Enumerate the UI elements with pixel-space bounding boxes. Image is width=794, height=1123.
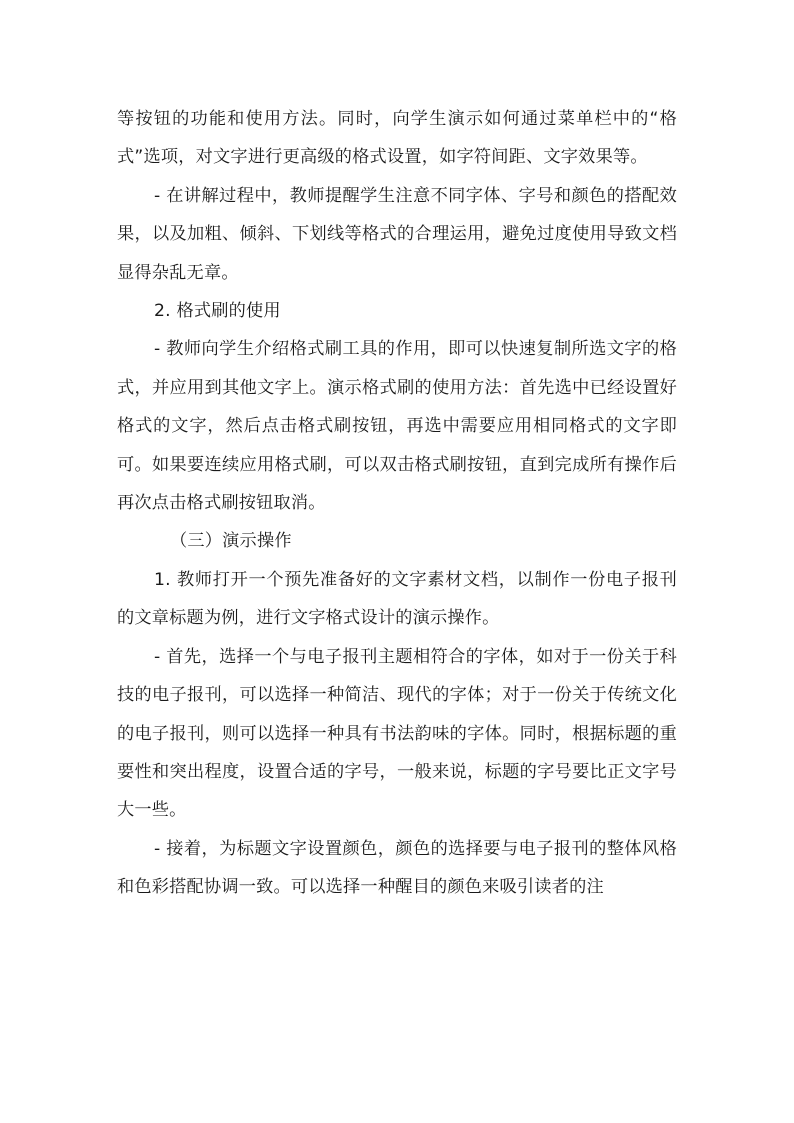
paragraph-bullet-formatting-tips: - 在讲解过程中，教师提醒学生注意不同字体、字号和颜色的搭配效果，以及加粗、倾斜、下划线等格式的合理运用，避免过度使用导致文档显得杂乱无章。 bbox=[117, 185, 677, 283]
paragraph-continuation: 等按钮的功能和使用方法。同时，向学生演示如何通过菜单栏中的“格式”选项，对文字进行更高级的格式设置，如字符间距、文字效果等。 bbox=[117, 109, 677, 168]
document-body bbox=[117, 100, 677, 907]
paragraph-numbered-demo-intro: 1. 教师打开一个预先准备好的文字素材文档，以制作一份电子报刊的文章标题为例，进行文字格式设计的演示操作。 bbox=[117, 569, 677, 629]
paragraph-bullet-color-choice: - 接着，为标题文字设置颜色，颜色的选择要与电子报刊的整体风格和色彩搭配协调一致。可以选择一种醒目的颜色来吸引读者的注 bbox=[117, 838, 677, 898]
paragraph-bullet-format-painter: - 教师向学生介绍格式刷工具的作用，即可以快速复制所选文字的格式，并应用到其他文字上。演示格式刷的使用方法：首先选中已经设置好格式的文字，然后点击格式刷按钮，再选中需要应用相同格式的文字即可。如果要连续应用格式刷，可以双击格式刷按钮，直到完成所有操作后再次点击格式刷按钮取消。 bbox=[117, 339, 677, 514]
section-heading-demo: （三）演示操作 bbox=[170, 531, 292, 552]
paragraph-bullet-font-choice: - 首先，选择一个与电子报刊主题相符合的字体，如对于一份关于科技的电子报刊，可以选择一种简洁、现代的字体；对于一份关于传统文化的电子报刊，则可以选择一种具有书法韵味的字体。同时，根据标题的重要性和突出程度，设置合适的字号，一般来说，标题的字号要比正文字号大一些。 bbox=[117, 646, 677, 821]
section-heading-format-painter: 2. 格式刷的使用 bbox=[154, 301, 281, 322]
